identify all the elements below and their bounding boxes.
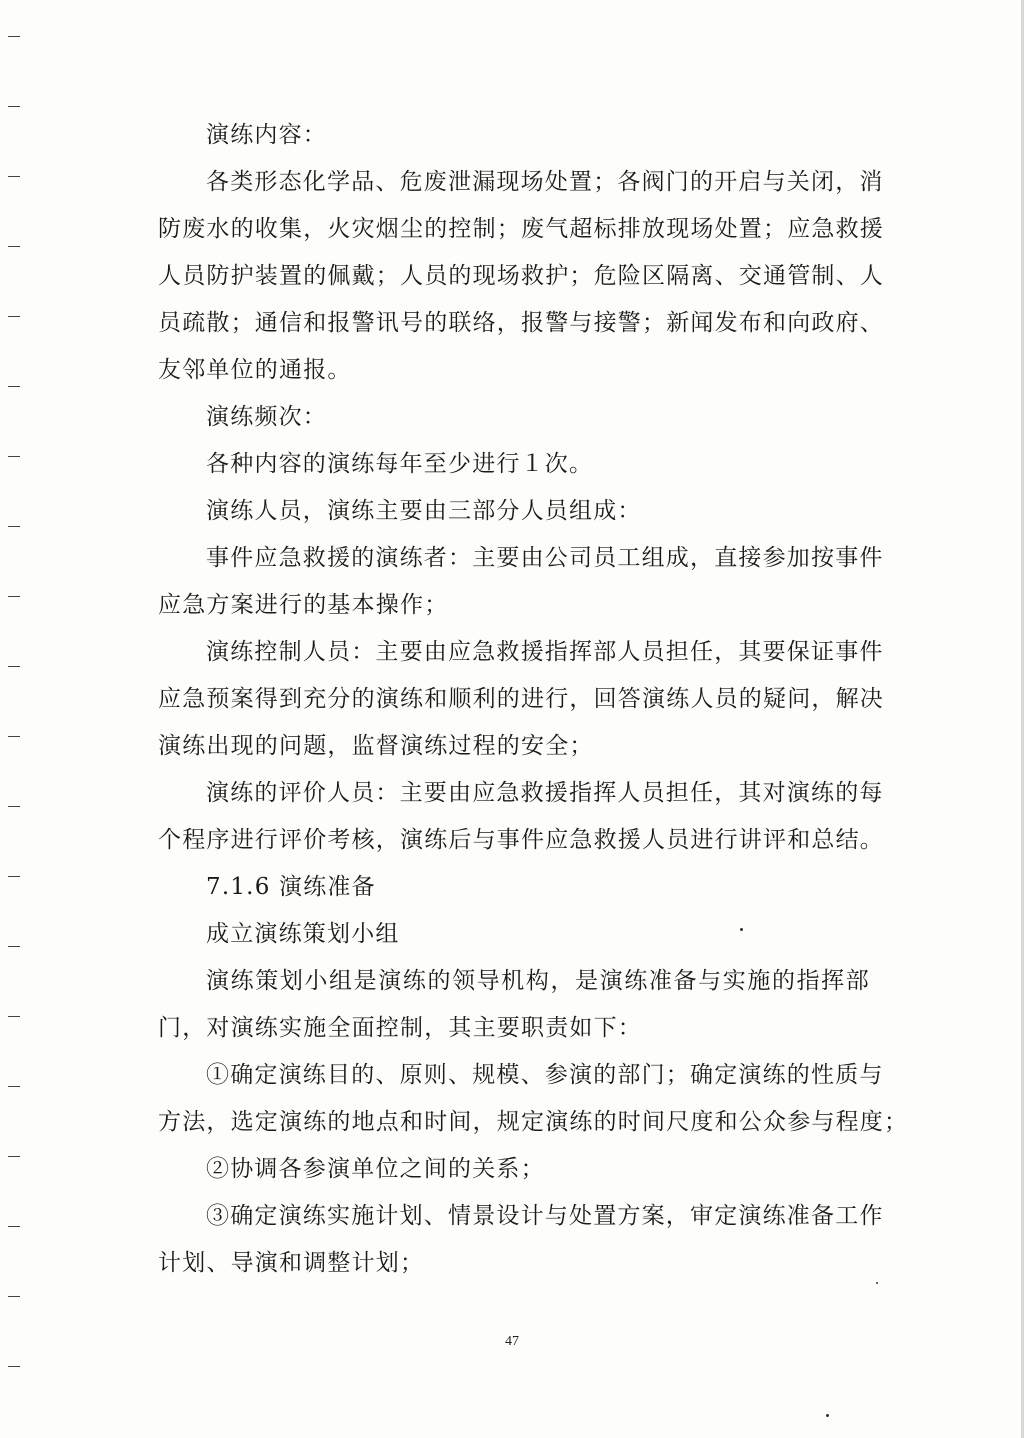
binding-mark [8, 596, 20, 597]
binding-mark [8, 736, 20, 737]
paragraph-personnel [158, 488, 870, 535]
text-line: 人员防护装置的佩戴；人员的现场救护；危险区隔离、交通管制、人 [158, 263, 884, 289]
text-line: 7.1.6 演练准备 [206, 874, 376, 900]
text-line: 防废水的收集，火灾烟尘的控制；废气超标排放现场处置；应急救援 [158, 216, 884, 242]
binding-mark [8, 106, 20, 107]
binding-mark [8, 316, 20, 317]
text-line: 事件应急救援的演练者：主要由公司员工组成，直接参加按事件 [206, 545, 884, 571]
text-line: 演练控制人员：主要由应急救援指挥部人员担任，其要保证事件 [206, 639, 884, 665]
binding-mark [8, 946, 20, 947]
binding-edge [0, 0, 40, 1438]
text-line: 演练内容： [206, 122, 327, 148]
scan-speck [826, 1414, 829, 1417]
text-line: 演练人员，演练主要由三部分人员组成： [206, 498, 642, 524]
binding-mark [8, 1296, 20, 1297]
text-line: 员疏散；通信和报警讯号的联络，报警与接警；新闻发布和向政府、 [158, 310, 884, 336]
text-line: 友邻单位的通报。 [158, 357, 352, 383]
binding-mark [8, 176, 20, 177]
binding-mark [8, 876, 20, 877]
paragraph-frequency-heading [158, 394, 870, 441]
page-number: 47 [505, 1334, 519, 1349]
text-line: 演练频次： [206, 404, 327, 430]
paragraph-duty-2 [158, 1146, 870, 1193]
binding-mark [8, 1226, 20, 1227]
binding-mark [8, 666, 20, 667]
body-text [158, 112, 909, 1287]
text-line: ③确定演练实施计划、情景设计与处置方案，审定演练准备工作 [206, 1203, 884, 1229]
paragraph-duty-3 [158, 1193, 884, 1287]
text-line: 演练出现的问题，监督演练过程的安全； [158, 733, 594, 759]
text-line: 门，对演练实施全面控制，其主要职责如下： [158, 1015, 642, 1041]
paragraph-planning-group [158, 958, 870, 1052]
binding-mark [8, 806, 20, 807]
scan-speck [876, 1282, 878, 1284]
paragraph-participants [158, 535, 884, 629]
binding-mark [8, 456, 20, 457]
binding-mark [8, 36, 20, 37]
binding-mark [8, 1156, 20, 1157]
scan-speck [740, 928, 743, 931]
paragraph-planning-group-heading [158, 911, 870, 958]
binding-mark [8, 1086, 20, 1087]
text-line: 计划、导演和调整计划； [158, 1250, 425, 1276]
text-line: 演练策划小组是演练的领导机构，是演练准备与实施的指挥部 [206, 968, 870, 994]
text-line: ①确定演练目的、原则、规模、参演的部门；确定演练的性质与 [206, 1062, 884, 1088]
binding-mark [8, 1016, 20, 1017]
text-line: 应急方案进行的基本操作； [158, 592, 449, 618]
binding-mark [8, 386, 20, 387]
text-line: 各种内容的演练每年至少进行１次。 [206, 451, 594, 477]
binding-mark [8, 246, 20, 247]
text-line: 个程序进行评价考核，演练后与事件应急救援人员进行讲评和总结。 [158, 827, 884, 853]
text-line: 方法，选定演练的地点和时间，规定演练的时间尺度和公众参与程度； [158, 1109, 909, 1135]
binding-mark [8, 526, 20, 527]
paragraph-content-heading [158, 112, 870, 159]
section-heading-7-1-6 [158, 864, 870, 911]
binding-mark [8, 1366, 20, 1367]
text-line: 应急预案得到充分的演练和顺利的进行，回答演练人员的疑问，解决 [158, 686, 884, 712]
paragraph-evaluators [158, 770, 884, 864]
text-line: 演练的评价人员：主要由应急救援指挥人员担任，其对演练的每 [206, 780, 884, 806]
paragraph-content-list [158, 159, 884, 394]
text-line: 各类形态化学品、危废泄漏现场处置；各阀门的开启与关闭，消 [206, 169, 884, 195]
text-line: 成立演练策划小组 [206, 921, 400, 947]
paragraph-duty-1 [158, 1052, 909, 1146]
paragraph-controllers [158, 629, 884, 770]
text-line: ②协调各参演单位之间的关系； [206, 1156, 545, 1182]
paragraph-frequency [158, 441, 870, 488]
